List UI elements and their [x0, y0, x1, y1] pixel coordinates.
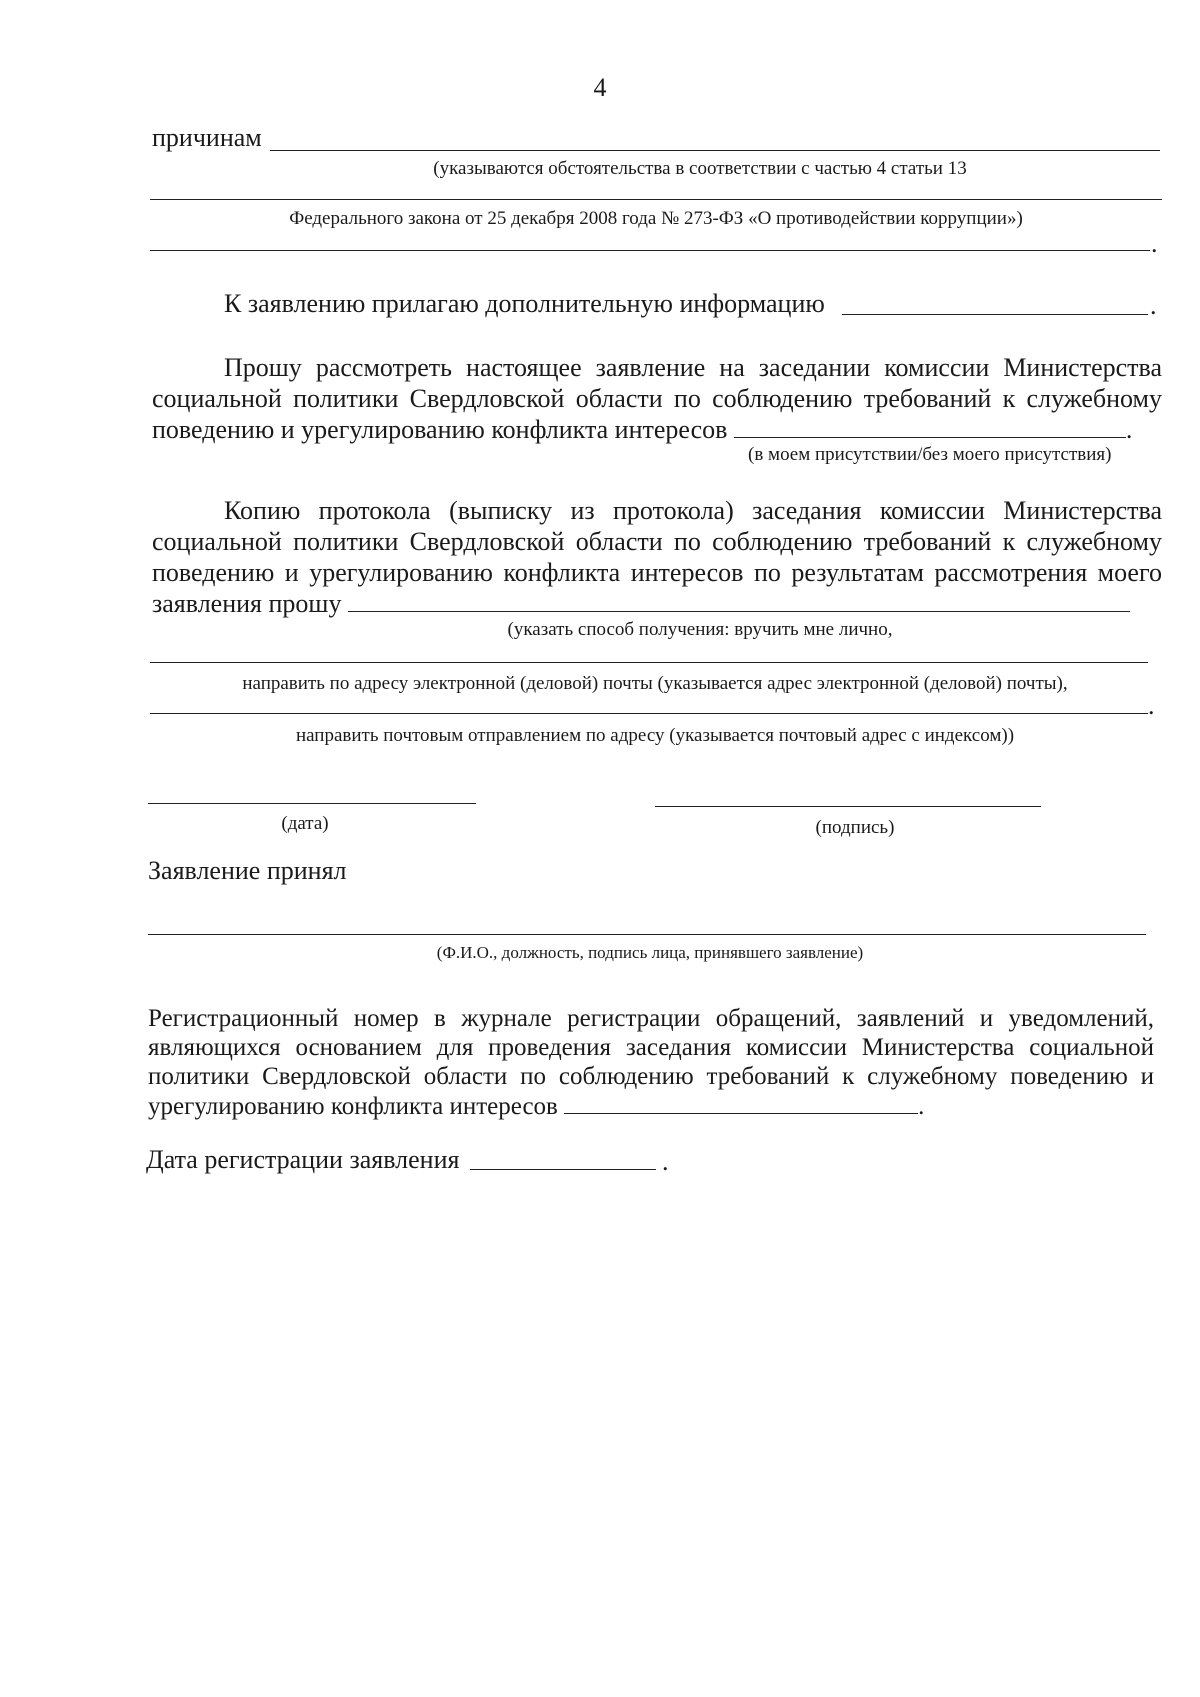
- period-mark: .: [1148, 691, 1155, 720]
- copy-hint-2: направить по адресу электронной (деловой) почты (указывается адрес электронной (деловой) почты),: [242, 673, 1068, 694]
- signature-hint: (подпись): [815, 817, 895, 838]
- registration-date-label: Дата регистрации заявления: [146, 1145, 460, 1174]
- accepted-hint: (Ф.И.О., должность, подпись лица, принявшего заявление): [436, 943, 864, 962]
- copy-field-line[interactable]: [348, 589, 1130, 612]
- request-text: Прошу рассмотреть настоящее заявление на заседании комиссии Министерства социальной политики Свердловской области по соблюдению требований к служебному поведению и урегулированию конфликта интересов: [152, 353, 1162, 444]
- period-mark: .: [662, 1147, 669, 1176]
- request-hint: (в моем присутствии/без моего присутствия): [748, 444, 1112, 465]
- reasons-hint-2: Федерального закона от 25 декабря 2008 года № 273-ФЗ «О противодействии коррупции»): [289, 208, 1023, 229]
- copy-hint-3: направить почтовым отправлением по адресу (указывается почтовый адрес с индексом)): [295, 725, 1015, 746]
- registration-paragraph: Регистрационный номер в журнале регистрации обращений, заявлений и уведомлений, являющихся основанием для проведения заседания комиссии Министерства социальной политики Свердловской области по соблюдению требований к служебному поведению и урегулированию конфликта интересов .: [148, 1005, 1154, 1120]
- attachment-text: К заявлению прилагаю дополнительную информацию: [224, 289, 825, 318]
- period-mark: .: [1150, 291, 1157, 320]
- signature-field-line[interactable]: [655, 806, 1041, 807]
- request-paragraph: Прошу рассмотреть настоящее заявление на заседании комиссии Министерства социальной политики Свердловской области по соблюдению требований к служебному поведению и урегулированию конфликта интересов .: [152, 353, 1162, 444]
- registration-number-field[interactable]: [564, 1091, 918, 1114]
- page-number: 4: [593, 73, 607, 102]
- reasons-field-line-3[interactable]: [150, 250, 1150, 251]
- copy-paragraph: [152, 495, 1162, 619]
- registration-date-field[interactable]: [470, 1169, 656, 1170]
- date-hint: (дата): [281, 813, 329, 834]
- registration-text: Регистрационный номер в журнале регистрации обращений, заявлений и уведомлений, являющихся основанием для проведения заседания комиссии Министерства социальной политики Свердловской области по соблюдению требований к служебному поведению и урегулированию конфликта интересов: [148, 1005, 1154, 1120]
- reasons-label: причинам: [152, 123, 262, 152]
- reasons-field-line[interactable]: [270, 150, 1160, 151]
- copy-field-line-2[interactable]: [150, 662, 1148, 663]
- reasons-hint-1: (указываются обстоятельства в соответствии с частью 4 статьи 13: [433, 158, 967, 179]
- reasons-field-line-2[interactable]: [150, 199, 1162, 200]
- attachment-field-line[interactable]: [842, 314, 1148, 315]
- accepted-field-line[interactable]: [148, 934, 1146, 935]
- date-field-line[interactable]: [148, 803, 476, 804]
- period-mark: .: [1151, 229, 1158, 258]
- copy-text: Копию протокола (выписку из протокола) заседания комиссии Министерства социальной политики Свердловской области по соблюдению требований к служебному поведению и урегулированию конфликта интересов по результатам рассмотрения моего заявления прошу: [152, 496, 1162, 618]
- accepted-label: Заявление принял: [148, 856, 347, 885]
- request-field-line[interactable]: [734, 415, 1126, 438]
- copy-field-line-3[interactable]: [150, 713, 1148, 714]
- copy-hint-1: (указать способ получения: вручить мне лично,: [507, 619, 893, 640]
